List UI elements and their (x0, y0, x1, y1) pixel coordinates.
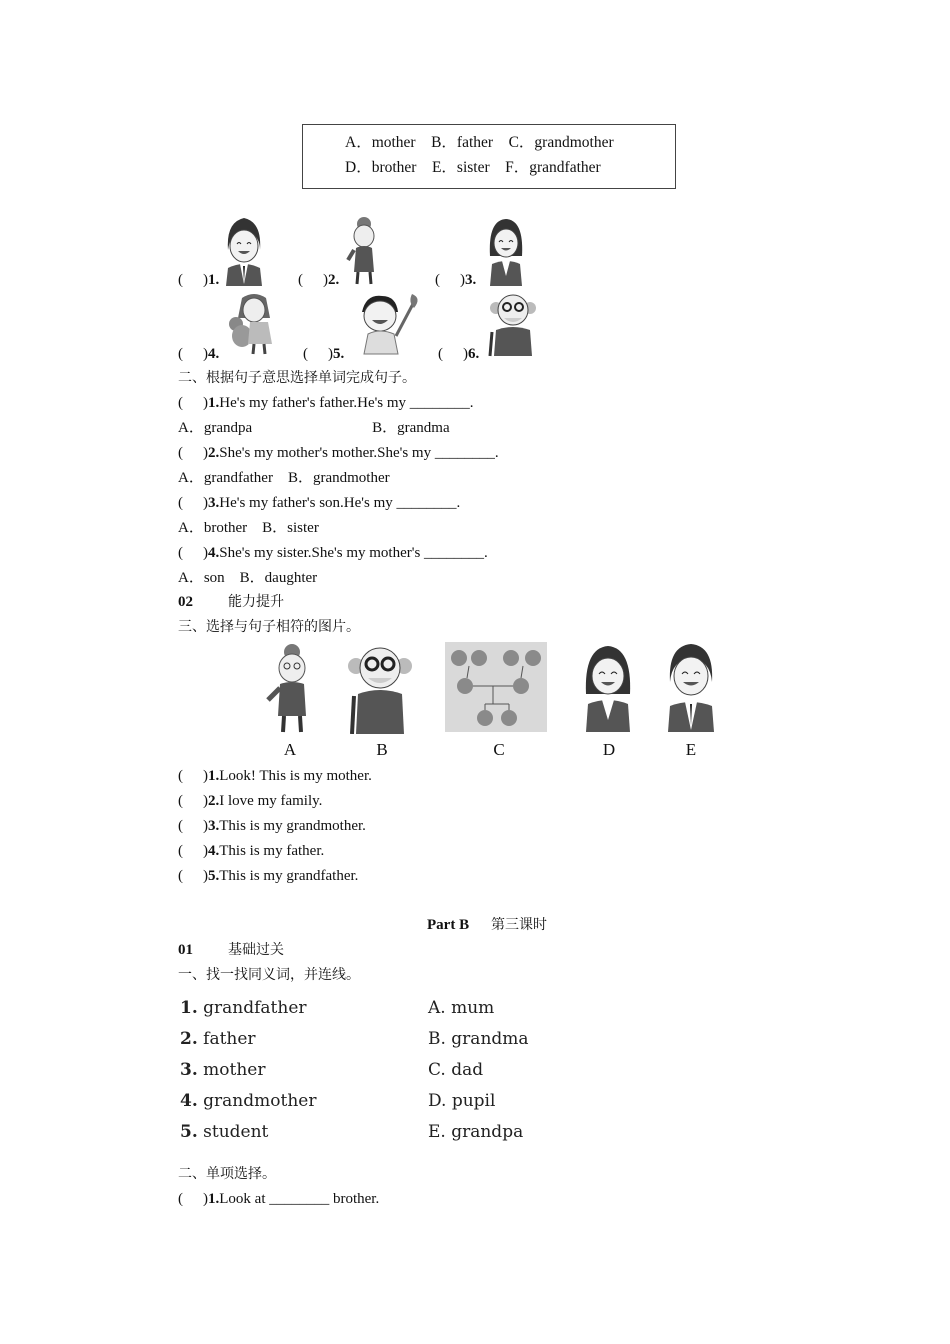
choice-section-title: 二、单项选择。 (178, 1166, 276, 1182)
q-text: This is my father. (219, 843, 325, 859)
q-text: This is my grandfather. (219, 868, 359, 884)
pic-number-5: 5. (333, 346, 345, 362)
family-tree-picture-c (445, 642, 547, 732)
match-left-2[interactable] (180, 1029, 256, 1049)
section3-q4 (178, 841, 324, 861)
pic-number-3: 3. (465, 272, 477, 288)
grandfather-picture-b (346, 642, 414, 734)
section2-q1 (178, 393, 474, 413)
pic-answer-1[interactable] (178, 270, 219, 290)
grandmother-picture-a (262, 642, 318, 734)
choice-q1 (178, 1189, 379, 1209)
match-section-title: 一、找一找同义词，并连线。 (178, 967, 360, 983)
q-number: 2. (208, 445, 220, 461)
picture-label-e: E (685, 740, 697, 759)
woman-icon (486, 216, 526, 286)
match-right-b[interactable]: B. grandma (428, 1029, 529, 1049)
section2-title: 二、根据句子意思选择单词完成句子。 (178, 370, 416, 386)
match-word: grandfather (197, 998, 307, 1018)
q-text: He's my father's son.He's my ________. (219, 495, 461, 511)
match-word: student (197, 1122, 269, 1142)
q-number: 1. (208, 768, 220, 784)
girl-with-teddy-icon (226, 292, 282, 356)
q-text: Look! This is my mother. (219, 768, 372, 784)
answer-blank[interactable] (178, 443, 208, 463)
pic-number-2: 2. (328, 272, 340, 288)
picture-label-c: C (493, 740, 505, 759)
match-right-e[interactable]: E. grandpa (428, 1122, 524, 1142)
q-number: 3. (208, 495, 220, 511)
word-box (302, 124, 676, 189)
picture-label-b: B (376, 740, 388, 759)
q-number: 1. (208, 1191, 220, 1207)
level-number: 01 (178, 942, 193, 958)
match-number: 5. (180, 1122, 198, 1142)
match-left-3[interactable] (180, 1060, 265, 1080)
pic-answer-2[interactable] (298, 270, 339, 290)
section3-q5 (178, 866, 358, 886)
pic-answer-3[interactable] (435, 270, 476, 290)
q-number: 3. (208, 818, 220, 834)
match-left-4[interactable] (180, 1091, 316, 1111)
q-number: 5. (208, 868, 220, 884)
answer-blank[interactable] (178, 841, 208, 861)
match-word: grandmother (197, 1091, 317, 1111)
section2-q4 (178, 543, 488, 563)
level-label: 基础过关 (228, 942, 284, 958)
grandfather-icon (486, 292, 540, 358)
match-left-1[interactable] (180, 998, 307, 1018)
match-right-a[interactable]: A. mum (428, 998, 495, 1018)
match-number: 1. (180, 998, 198, 1018)
q-number: 4. (208, 545, 220, 561)
match-number: 4. (180, 1091, 198, 1111)
section3-title: 三、选择与句子相符的图片。 (178, 619, 360, 635)
q-number: 4. (208, 843, 220, 859)
section2-q2 (178, 443, 499, 463)
q-text: I love my family. (219, 793, 323, 809)
word-box-row-2: D．brother E．sister F．grandfather (345, 159, 601, 176)
man-picture-e (664, 642, 718, 732)
pic-number-4: 4. (208, 346, 220, 362)
q-text: He's my father's father.He's my ________. (219, 395, 474, 411)
picture-label-a: A (283, 740, 297, 759)
match-number: 3. (180, 1060, 198, 1080)
match-word: mother (197, 1060, 266, 1080)
section2-q1-options: A．grandpa B．grandma (178, 420, 450, 436)
match-word: father (197, 1029, 256, 1049)
boy-painting-icon (356, 290, 422, 356)
section2-q3-options: A．brother B．sister (178, 520, 319, 536)
section2-q3 (178, 493, 460, 513)
answer-blank[interactable] (178, 493, 208, 513)
q-number: 2. (208, 793, 220, 809)
part-title: Part B (427, 917, 470, 933)
q-text: She's my sister.She's my mother's ________. (219, 545, 488, 561)
word-box-row-1: A．mother B．father C．grandmother (345, 134, 614, 151)
section2-q4-options: A．son B．daughter (178, 570, 318, 586)
answer-blank[interactable] (178, 543, 208, 563)
level-label: 能力提升 (228, 594, 284, 610)
pic-answer-4[interactable] (178, 344, 219, 364)
pic-number-1: 1. (208, 272, 220, 288)
picture-label-d: D (602, 740, 616, 759)
answer-blank[interactable] (178, 766, 208, 786)
lesson-title: 第三课时 (491, 917, 547, 933)
section3-q1 (178, 766, 372, 786)
q-text: This is my grandmother. (219, 818, 366, 834)
answer-blank[interactable] (178, 393, 208, 413)
q-number: 1. (208, 395, 220, 411)
section3-q3 (178, 816, 366, 836)
match-right-d[interactable]: D. pupil (428, 1091, 496, 1111)
match-number: 2. (180, 1029, 198, 1049)
match-right-c[interactable]: C. dad (428, 1060, 484, 1080)
woman-picture-d (582, 644, 634, 732)
answer-blank[interactable] (178, 1189, 208, 1209)
answer-blank[interactable] (178, 816, 208, 836)
pic-number-6: 6. (468, 346, 480, 362)
answer-blank[interactable] (178, 866, 208, 886)
grandmother-icon (344, 214, 384, 286)
q-text: She's my mother's mother.She's my ________. (219, 445, 499, 461)
pic-answer-5[interactable] (303, 344, 344, 364)
man-icon (222, 214, 266, 286)
answer-blank[interactable] (178, 791, 208, 811)
level-number: 02 (178, 594, 193, 610)
match-left-5[interactable] (180, 1122, 268, 1142)
section3-q2 (178, 791, 322, 811)
q-text: Look at ________ brother. (219, 1191, 380, 1207)
section2-q2-options: A．grandfather B．grandmother (178, 470, 390, 486)
pic-answer-6[interactable] (438, 344, 479, 364)
